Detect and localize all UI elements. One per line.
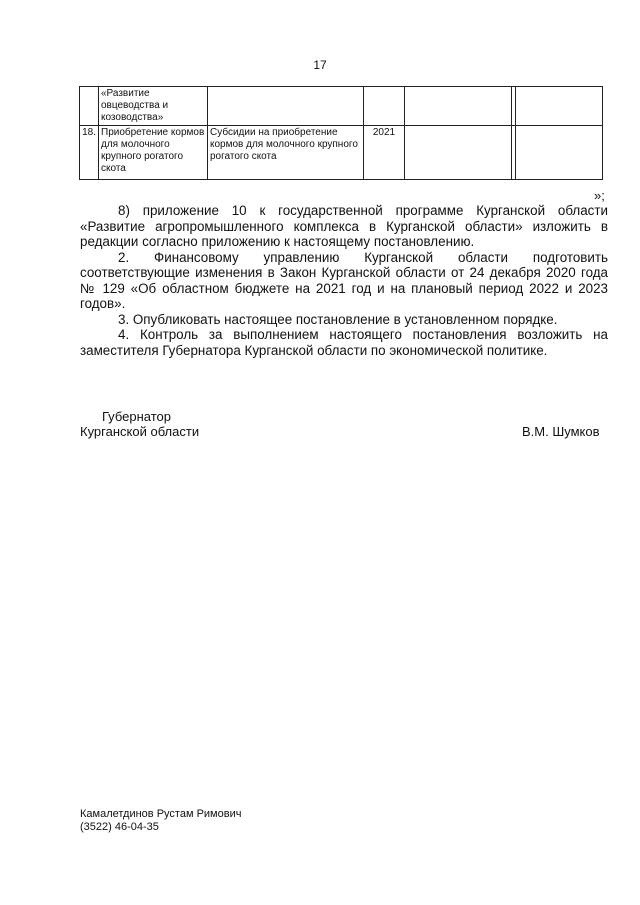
signature-title-line1: Губернатор <box>102 409 171 424</box>
empty-cell <box>405 87 512 126</box>
paragraph-item-8: 8) приложение 10 к государственной программе Курганской области «Развитие агропромышленного комплекса в Курганской области» изложить в редакции согласно приложению к настоящему постановлению. <box>80 203 608 249</box>
empty-cell <box>516 87 603 126</box>
row-name: Приобретение кормов для молочного крупного рогатого скота <box>99 126 208 180</box>
executor-info <box>80 808 241 834</box>
row-year: 2021 <box>364 126 405 180</box>
row-number: 18. <box>80 126 99 180</box>
resolution-body <box>80 203 608 358</box>
signatory-name: В.М. Шумков <box>522 424 600 439</box>
program-table <box>79 86 603 180</box>
table-row <box>80 87 603 126</box>
page-number: 17 <box>313 58 327 72</box>
row-number <box>80 87 99 126</box>
table-row <box>80 126 603 180</box>
row-description <box>208 87 364 126</box>
closing-quote-mark: »; <box>594 188 605 203</box>
executor-name: Камалетдинов Рустам Римович <box>80 808 242 820</box>
empty-cell <box>516 126 603 180</box>
row-name: «Развитие овцеводства и козоводства» <box>99 87 208 126</box>
paragraph-item-2: 2. Финансовому управлению Курганской области подготовить соответствующие изменения в Закон Курганской области от 24 декабря 2020 года № 129 «Об областном бюджете на 2021 год и на плановый период 2022 и 2023 годов». <box>80 249 608 311</box>
executor-phone: (3522) 46-04-35 <box>80 821 159 833</box>
paragraph-item-4: 4. Контроль за выполнением настоящего постановления возложить на заместителя Губернатора Курганской области по экономической политике. <box>80 327 608 358</box>
signature-title-line2: Курганской области <box>80 424 200 439</box>
row-year <box>364 87 405 126</box>
empty-cell <box>405 126 512 180</box>
signature-title <box>80 409 199 439</box>
row-description: Субсидии на приобретение кормов для молочного крупного рогатого скота <box>208 126 364 180</box>
paragraph-item-3: 3. Опубликовать настоящее постановление в установленном порядке. <box>118 311 558 327</box>
